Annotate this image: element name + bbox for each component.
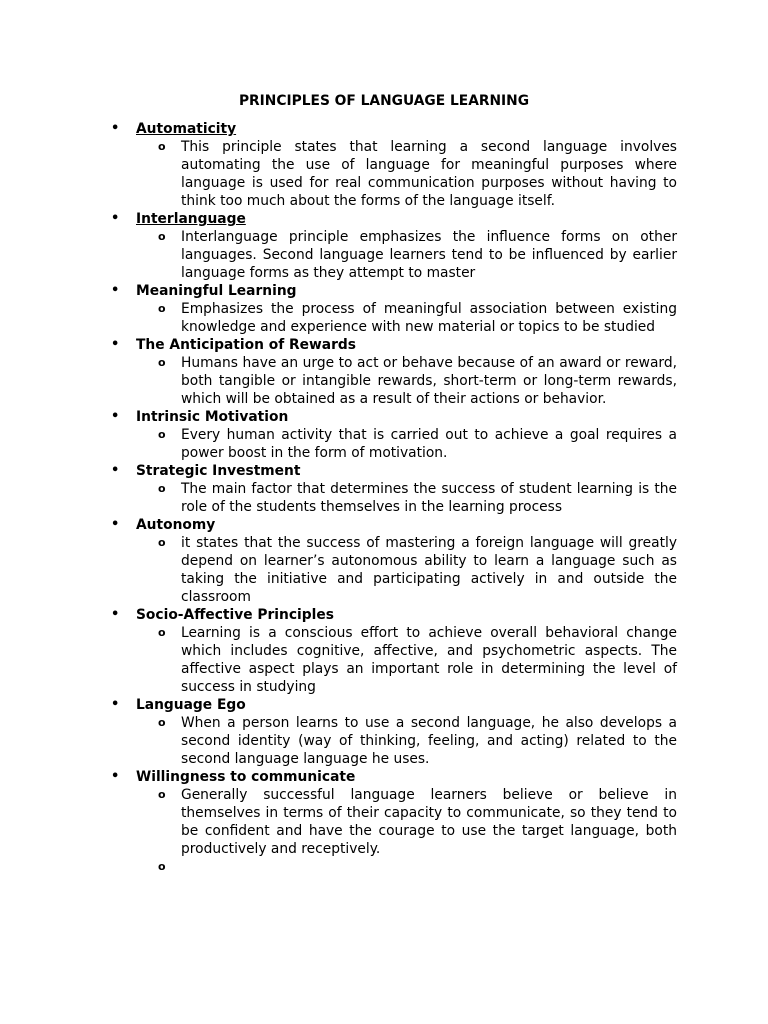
bullet-icon: • bbox=[111, 283, 120, 298]
sub-bullet-icon: o bbox=[158, 230, 166, 243]
sub-bullet-icon: o bbox=[158, 428, 166, 441]
bullet-icon: • bbox=[111, 121, 120, 136]
sub-bullet-icon: o bbox=[158, 356, 166, 369]
principle-description: The main factor that determines the success of student learning is the role of the students themselves in the learning process bbox=[181, 481, 677, 515]
bullet-icon: • bbox=[111, 697, 120, 712]
list-item bbox=[0, 462, 768, 516]
principle-heading: Meaningful Learning bbox=[136, 283, 297, 299]
list-item bbox=[0, 210, 768, 282]
bullet-icon: • bbox=[111, 337, 120, 352]
principle-heading: Autonomy bbox=[136, 517, 216, 533]
principle-description: Humans have an urge to act or behave because of an award or reward, both tangible or intangible rewards, short-term or long-term rewards, which will be obtained as a result of their actions or behavior. bbox=[181, 355, 677, 407]
principle-description: Generally successful language learners believe or believe in themselves in terms of their capacity to communicate, so they tend to be confident and have the courage to use the target language, both productively and receptively. bbox=[181, 787, 677, 857]
sub-bullet-icon: o bbox=[158, 482, 166, 495]
list-item bbox=[0, 336, 768, 408]
principle-description: This principle states that learning a second language involves automating the use of language for meaningful purposes where language is used for real communication purposes without having to think too much about the forms of the language itself. bbox=[181, 139, 677, 209]
principle-heading: Socio-Affective Principles bbox=[136, 607, 334, 623]
bullet-icon: • bbox=[111, 769, 120, 784]
principle-heading: Intrinsic Motivation bbox=[136, 409, 289, 425]
principle-heading: Willingness to communicate bbox=[136, 769, 356, 785]
sub-bullet-icon: o bbox=[158, 716, 166, 729]
list-item bbox=[0, 516, 768, 606]
sub-bullet-icon: o bbox=[158, 626, 166, 639]
page-title: PRINCIPLES OF LANGUAGE LEARNING bbox=[238, 93, 530, 109]
bullet-icon: • bbox=[111, 409, 120, 424]
principle-heading: The Anticipation of Rewards bbox=[136, 337, 356, 353]
sub-bullet-icon: o bbox=[158, 536, 166, 549]
list-item bbox=[0, 282, 768, 336]
list-item bbox=[0, 120, 768, 210]
principle-description: Interlanguage principle emphasizes the influence forms on other languages. Second language learners tend to be influenced by earlier language forms as they attempt to master bbox=[181, 229, 677, 281]
principle-description: Every human activity that is carried out to achieve a goal requires a power boost in the form of motivation. bbox=[181, 427, 677, 461]
sub-bullet-icon: o bbox=[158, 302, 166, 315]
bullet-icon: • bbox=[111, 607, 120, 622]
list-item bbox=[0, 606, 768, 696]
principle-description: Emphasizes the process of meaningful association between existing knowledge and experience with new material or topics to be studied bbox=[181, 301, 677, 335]
list-item bbox=[0, 768, 768, 876]
principle-heading: Strategic Investment bbox=[136, 463, 301, 479]
principle-heading: Interlanguage bbox=[136, 211, 246, 227]
bullet-icon: • bbox=[111, 517, 120, 532]
list-item bbox=[0, 696, 768, 768]
principle-description: it states that the success of mastering a foreign language will greatly depend on learner’s autonomous ability to learn a language such as taking the initiative and participating actively in and outside the classroom bbox=[181, 535, 677, 605]
list-item bbox=[0, 408, 768, 462]
principles-list bbox=[0, 120, 768, 876]
sub-bullet-icon: o bbox=[158, 860, 166, 873]
bullet-icon: • bbox=[111, 463, 120, 478]
sub-bullet-icon: o bbox=[158, 788, 166, 801]
principle-description: When a person learns to use a second language, he also develops a second identity (way of thinking, feeling, and acting) related to the second language language he uses. bbox=[181, 715, 677, 767]
sub-bullet-icon: o bbox=[158, 140, 166, 153]
bullet-icon: • bbox=[111, 211, 120, 226]
principle-heading: Language Ego bbox=[136, 697, 246, 713]
principle-heading: Automaticity bbox=[136, 121, 237, 137]
principle-description: Learning is a conscious effort to achieve overall behavioral change which includes cognitive, affective, and psychometric aspects. The affective aspect plays an important role in determining the level of success in studying bbox=[181, 625, 677, 695]
